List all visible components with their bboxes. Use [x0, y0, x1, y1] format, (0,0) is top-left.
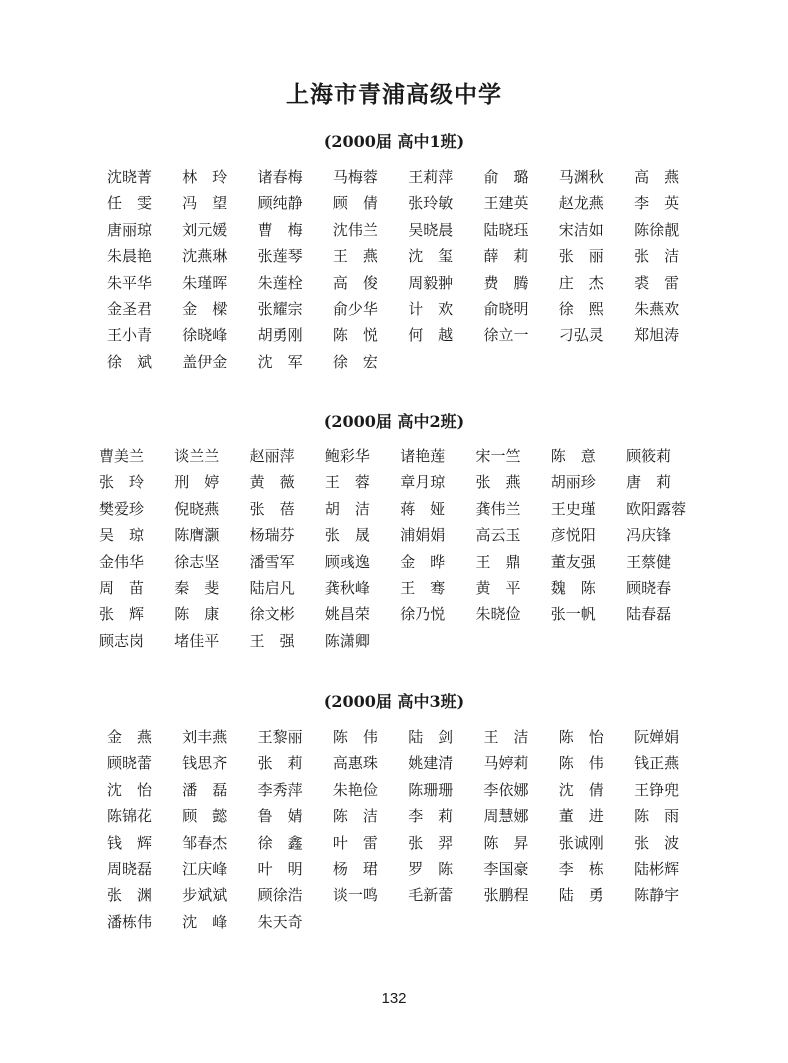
student-name: 郑旭涛 [634, 326, 680, 345]
student-name: 杨 珺 [332, 859, 378, 878]
student-name: 唐 莉 [626, 473, 672, 492]
student-name: 钱 辉 [107, 833, 152, 852]
student-name: 林 玲 [182, 168, 228, 186]
student-name: 王建英 [483, 194, 529, 213]
student-name: 俞晓明 [483, 299, 529, 318]
student-name: 沈 军 [257, 352, 303, 371]
student-name: 陈锦花 [107, 807, 152, 826]
student-name: 朱莲栓 [257, 273, 303, 292]
student-name: 周晓磊 [107, 859, 152, 878]
student-name: 何 越 [408, 326, 454, 345]
student-name: 张鹏程 [483, 886, 529, 905]
student-name: 顾纯静 [257, 194, 303, 213]
student-name: 曹 梅 [257, 220, 303, 239]
student-name: 宋洁如 [558, 220, 604, 239]
student-name: 鲍彩华 [324, 447, 370, 465]
student-name: 叶 明 [257, 859, 303, 878]
student-name: 唐丽琼 [107, 220, 152, 239]
student-name: 赵龙燕 [558, 194, 604, 213]
student-name: 陈珊珊 [408, 780, 454, 799]
student-name: 张 辉 [99, 605, 144, 624]
student-name: 徐文彬 [249, 605, 295, 624]
student-name: 诸艳莲 [400, 447, 446, 465]
student-name: 庄 杰 [558, 273, 604, 292]
student-name: 潘 磊 [182, 780, 228, 799]
student-name: 王 骞 [400, 578, 446, 597]
student-name: 周毅翀 [408, 273, 454, 292]
student-name: 费 腾 [483, 273, 529, 292]
student-name: 章月琼 [400, 473, 446, 492]
student-name: 陆 剑 [408, 728, 454, 746]
student-name: 潘栋伟 [107, 912, 152, 931]
student-name: 陆启凡 [249, 578, 295, 597]
student-name: 金 晔 [400, 552, 446, 571]
student-name: 金 樑 [182, 299, 228, 318]
student-name: 李 莉 [408, 807, 454, 826]
student-name: 李国豪 [483, 859, 529, 878]
student-name: 朱天奇 [257, 912, 303, 931]
student-name: 金伟华 [99, 552, 144, 571]
student-name: 吴晓晨 [408, 220, 454, 239]
student-name: 朱燕欢 [634, 299, 680, 318]
student-name: 刘丰燕 [182, 728, 228, 746]
student-name: 宋一竺 [475, 447, 521, 465]
student-name: 徐志坚 [174, 552, 220, 571]
student-name: 朱瑾晖 [182, 273, 228, 292]
student-name: 樊爱珍 [99, 499, 144, 518]
student-name: 李秀萍 [257, 780, 303, 799]
student-name: 马渊秋 [558, 168, 604, 186]
class-heading-1: (2000届 高中1班) [323, 132, 465, 151]
student-name: 龚伟兰 [475, 499, 521, 518]
student-name: 陈 怡 [558, 728, 604, 746]
student-name: 胡勇刚 [257, 326, 303, 345]
student-name: 周 苗 [99, 578, 144, 597]
student-name: 顾 倩 [332, 194, 378, 213]
student-name: 董友强 [550, 552, 596, 571]
student-name: 沈伟兰 [332, 220, 378, 239]
student-name: 张 丽 [558, 247, 604, 266]
student-name: 冯庆锋 [626, 526, 672, 545]
student-name: 徐立一 [483, 326, 529, 345]
student-name: 刑 婷 [174, 473, 220, 492]
student-name: 顾筱莉 [626, 447, 672, 465]
student-name: 沈 怡 [107, 780, 152, 799]
student-name: 朱晨艳 [107, 247, 152, 266]
student-name: 徐晓峰 [182, 326, 228, 345]
student-name: 陆 勇 [558, 886, 604, 905]
student-name: 江庆峰 [182, 859, 228, 878]
student-name: 王 强 [249, 631, 295, 650]
student-name: 浦娟娟 [400, 526, 446, 545]
student-name: 徐 熙 [558, 299, 604, 318]
student-name: 李 英 [634, 194, 680, 213]
name-list-class-3 [107, 724, 709, 935]
student-name: 张 晟 [324, 526, 370, 545]
student-name: 毛新蕾 [408, 886, 454, 905]
student-name: 陈 昇 [483, 833, 529, 852]
student-name: 张耀宗 [257, 299, 303, 318]
student-name: 姚建清 [408, 754, 454, 773]
student-name: 龚秋峰 [324, 578, 370, 597]
student-name: 金 燕 [107, 728, 152, 746]
student-name: 秦 斐 [174, 578, 220, 597]
student-name: 姚昌荣 [324, 605, 370, 624]
student-name: 计 欢 [408, 299, 454, 318]
student-name: 魏 陈 [550, 578, 596, 597]
student-name: 陈徐靓 [634, 220, 680, 239]
student-name: 陈 雨 [634, 807, 680, 826]
student-name: 王铮兜 [634, 780, 680, 799]
student-name: 董 进 [558, 807, 604, 826]
student-name: 冯 望 [182, 194, 228, 213]
student-name: 李依娜 [483, 780, 529, 799]
student-name: 陈 悦 [332, 326, 378, 345]
student-name: 张一帆 [550, 605, 596, 624]
student-name: 顾晓蕾 [107, 754, 152, 773]
student-name: 徐乃悦 [400, 605, 446, 624]
student-name: 鲁 婧 [257, 807, 303, 826]
student-name: 杨瑞芬 [249, 526, 295, 545]
student-name: 罗 陈 [408, 859, 454, 878]
student-name: 高 燕 [634, 168, 680, 186]
student-name: 黄 平 [475, 578, 521, 597]
student-name: 陈 伟 [558, 754, 604, 773]
student-name: 邹春杰 [182, 833, 228, 852]
student-name: 张 洁 [634, 247, 680, 266]
student-name: 堵佳平 [174, 631, 220, 650]
student-name: 曹美兰 [99, 447, 144, 465]
student-name: 彦悦阳 [550, 526, 596, 545]
student-name: 沈晓菁 [107, 168, 152, 186]
student-name: 陈 康 [174, 605, 220, 624]
student-name: 顾晓春 [626, 578, 672, 597]
student-name: 陆彬辉 [634, 859, 680, 878]
student-name: 刘元媛 [182, 220, 228, 239]
student-name: 陈 洁 [332, 807, 378, 826]
student-name: 王小青 [107, 326, 152, 345]
student-name: 俞少华 [332, 299, 378, 318]
student-name: 王蔡健 [626, 552, 672, 571]
student-name: 顾徐浩 [257, 886, 303, 905]
student-name: 沈燕琳 [182, 247, 228, 266]
student-name: 步斌斌 [182, 886, 228, 905]
student-name: 欧阳露蓉 [626, 499, 687, 518]
class-heading-2: (2000届 高中2班) [323, 412, 465, 431]
student-name: 张 莉 [257, 754, 303, 773]
student-name: 金圣君 [107, 299, 152, 318]
student-name: 裘 雷 [634, 273, 680, 292]
name-list-class-2 [99, 443, 701, 654]
student-name: 张 蓓 [249, 499, 295, 518]
student-name: 马婷莉 [483, 754, 529, 773]
student-name: 倪晓燕 [174, 499, 220, 518]
student-name: 胡 洁 [324, 499, 370, 518]
student-name: 谈兰兰 [174, 447, 220, 465]
student-name: 徐 鑫 [257, 833, 303, 852]
student-name: 钱思齐 [182, 754, 228, 773]
student-name: 王 洁 [483, 728, 529, 746]
student-name: 潘雪军 [249, 552, 295, 571]
student-name: 顾 懿 [182, 807, 228, 826]
student-name: 顾志岗 [99, 631, 144, 650]
student-name: 叶 雷 [332, 833, 378, 852]
student-name: 沈 玺 [408, 247, 454, 266]
student-name: 张莲琴 [257, 247, 303, 266]
student-name: 李 栋 [558, 859, 604, 878]
student-name: 陈 意 [550, 447, 596, 465]
student-name: 朱晓俭 [475, 605, 521, 624]
student-name: 阮婵娟 [634, 728, 680, 746]
student-name: 胡丽珍 [550, 473, 596, 492]
student-name: 张 羿 [408, 833, 454, 852]
student-name: 沈 倩 [558, 780, 604, 799]
class-heading-3: (2000届 高中3班) [323, 692, 465, 711]
student-name: 陈 伟 [332, 728, 378, 746]
student-name: 陈膺灏 [174, 526, 220, 545]
student-name: 周慧娜 [483, 807, 529, 826]
student-name: 徐 宏 [332, 352, 378, 371]
page-number: 132 [381, 990, 407, 1007]
student-name: 盖伊金 [182, 352, 228, 371]
student-name: 徐 斌 [107, 352, 152, 371]
student-name: 刁弘灵 [558, 326, 604, 345]
student-name: 俞 璐 [483, 168, 529, 186]
student-name: 王 燕 [332, 247, 378, 266]
student-name: 马梅蓉 [332, 168, 378, 186]
student-name: 陈静宇 [634, 886, 680, 905]
student-name: 王莉萍 [408, 168, 454, 186]
student-name: 王 鼎 [475, 552, 521, 571]
student-name: 张 玲 [99, 473, 144, 492]
student-name: 王史瑾 [550, 499, 596, 518]
name-list-class-1 [107, 164, 709, 375]
student-name: 谈一鸣 [332, 886, 378, 905]
student-name: 黄 薇 [249, 473, 295, 492]
student-name: 王黎丽 [257, 728, 303, 746]
student-name: 顾彧逸 [324, 552, 370, 571]
student-name: 蒋 娅 [400, 499, 446, 518]
student-name: 赵丽萍 [249, 447, 295, 465]
student-name: 沈 峰 [182, 912, 228, 931]
student-name: 张诚刚 [558, 833, 604, 852]
student-name: 张 燕 [475, 473, 521, 492]
student-name: 张 渊 [107, 886, 152, 905]
student-name: 高云玉 [475, 526, 521, 545]
student-name: 高惠珠 [332, 754, 378, 773]
student-name: 陈潇卿 [324, 631, 370, 650]
student-name: 任 雯 [107, 194, 152, 213]
student-name: 陆晓珏 [483, 220, 529, 239]
student-name: 王 蓉 [324, 473, 370, 492]
student-name: 张玲敏 [408, 194, 454, 213]
student-name: 吴 琼 [99, 526, 144, 545]
student-name: 张 波 [634, 833, 680, 852]
student-name: 陆春磊 [626, 605, 672, 624]
student-name: 钱正燕 [634, 754, 680, 773]
student-name: 高 俊 [332, 273, 378, 292]
student-name: 薛 莉 [483, 247, 529, 266]
student-name: 诸春梅 [257, 168, 303, 186]
student-name: 朱艳俭 [332, 780, 378, 799]
student-name: 朱平华 [107, 273, 152, 292]
page-title: 上海市青浦高级中学 [286, 81, 502, 108]
